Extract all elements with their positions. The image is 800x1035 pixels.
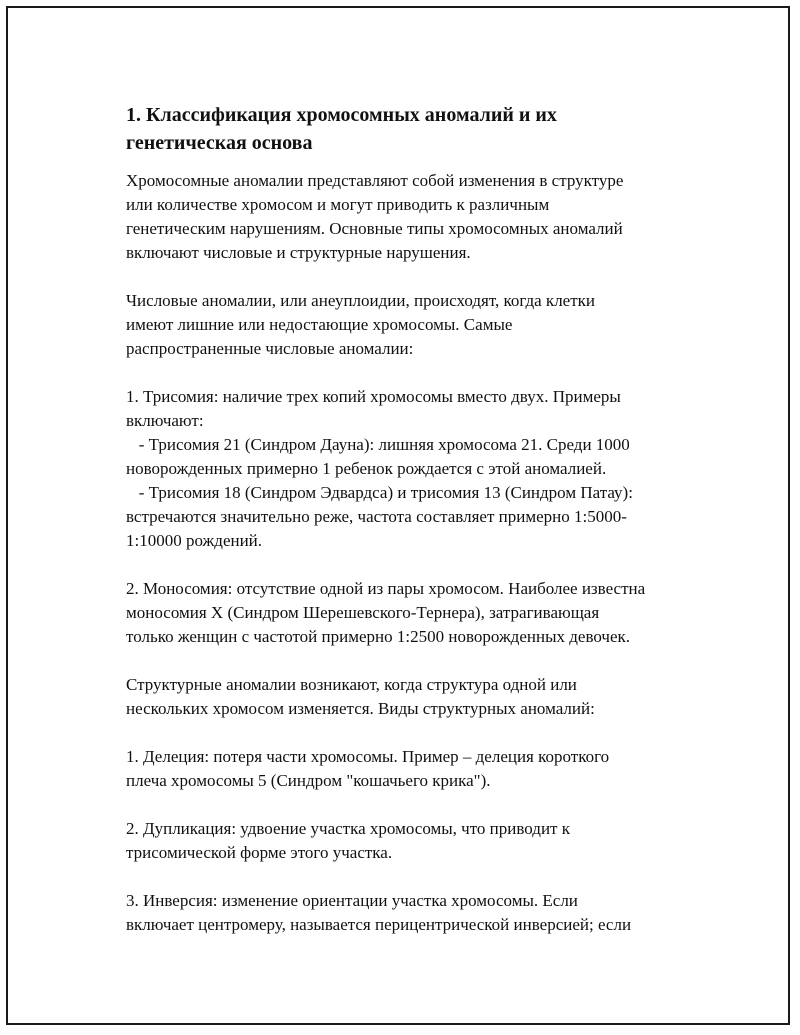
text-line: Хромосомные аномалии представляют собой изменения в структуре — [126, 171, 624, 190]
text-line: Структурные аномалии возникают, когда структура одной или — [126, 675, 577, 694]
text-line: Числовые аномалии, или анеуплоидии, происходят, когда клетки — [126, 291, 596, 310]
text-line: встречаются значительно реже, частота составляет примерно 1:5000- — [126, 507, 627, 526]
inversion-paragraph — [126, 889, 716, 937]
paragraph-list — [126, 169, 716, 937]
text-line: 2. Дупликация: удвоение участка хромосомы, что приводит к — [126, 819, 570, 838]
trisomy-paragraph — [126, 385, 716, 553]
text-line: включают: — [126, 411, 204, 430]
numerical-anomalies-paragraph — [126, 289, 716, 361]
text-line: или количестве хромосом и могут приводить к различным — [126, 195, 550, 214]
intro-paragraph — [126, 169, 716, 265]
text-line: - Трисомия 18 (Синдром Эдвардса) и трисомия 13 (Синдром Патау): — [126, 483, 633, 502]
text-line: нескольких хромосом изменяется. Виды структурных аномалий: — [126, 699, 595, 718]
document-body — [126, 101, 716, 961]
text-line: распространенные числовые аномалии: — [126, 339, 414, 358]
text-line: включает центромеру, называется перицентрической инверсией; если — [126, 915, 632, 934]
text-line: 1. Делеция: потеря части хромосомы. Пример – делеция короткого — [126, 747, 610, 766]
heading-line: генетическая основа — [126, 132, 313, 154]
structural-anomalies-paragraph — [126, 673, 716, 721]
text-line: трисомической форме этого участка. — [126, 843, 393, 862]
text-line: 1:10000 рождений. — [126, 531, 263, 550]
text-line: генетическим нарушениям. Основные типы хромосомных аномалий — [126, 219, 623, 238]
duplication-paragraph — [126, 817, 716, 865]
section-heading — [126, 101, 716, 157]
text-line: имеют лишние или недостающие хромосомы. Самые — [126, 315, 513, 334]
page-frame — [6, 6, 790, 1025]
text-line: плеча хромосомы 5 (Синдром "кошачьего крика"). — [126, 771, 491, 790]
text-line: 3. Инверсия: изменение ориентации участка хромосомы. Если — [126, 891, 578, 910]
text-line: моносомия X (Синдром Шерешевского-Тернера), затрагивающая — [126, 603, 600, 622]
text-line: новорожденных примерно 1 ребенок рождается с этой аномалией. — [126, 459, 607, 478]
deletion-paragraph — [126, 745, 716, 793]
text-line: только женщин с частотой примерно 1:2500 новорожденных девочек. — [126, 627, 631, 646]
text-line: - Трисомия 21 (Синдром Дауна): лишняя хромосома 21. Среди 1000 — [126, 435, 630, 454]
heading-line: 1. Классификация хромосомных аномалий и их — [126, 104, 557, 126]
text-line: 1. Трисомия: наличие трех копий хромосомы вместо двух. Примеры — [126, 387, 621, 406]
monosomy-paragraph — [126, 577, 716, 649]
text-line: 2. Моносомия: отсутствие одной из пары хромосом. Наиболее известна — [126, 579, 646, 598]
text-line: включают числовые и структурные нарушения. — [126, 243, 471, 262]
